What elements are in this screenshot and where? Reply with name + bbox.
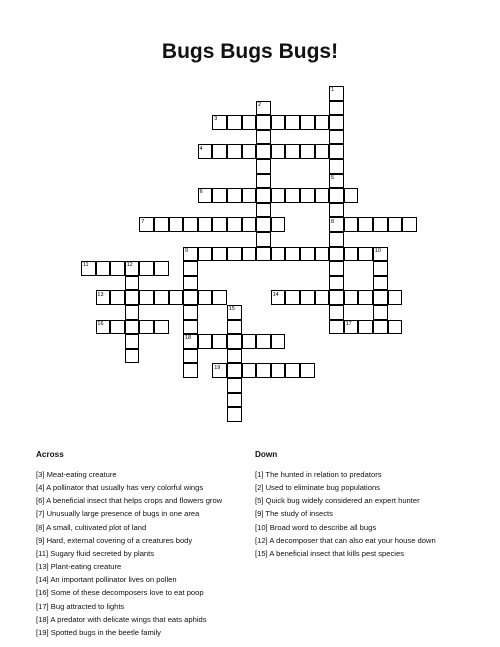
- grid-cell[interactable]: [139, 320, 154, 335]
- down-clue: [255, 494, 485, 507]
- grid-cell[interactable]: [154, 320, 169, 335]
- grid-cell[interactable]: [154, 217, 169, 232]
- down-clue: [255, 547, 485, 560]
- clue-number-label: [1]: [255, 470, 264, 479]
- across-clues: [36, 450, 266, 639]
- clue-text: Plant-eating creature: [48, 562, 122, 572]
- grid-cell[interactable]: [169, 217, 184, 232]
- clue-number-label: [15]: [255, 548, 268, 558]
- grid-cell[interactable]: [183, 276, 198, 291]
- clue-number-17: 17: [345, 320, 352, 327]
- down-clue: [255, 481, 485, 494]
- grid-cell[interactable]: [198, 290, 213, 305]
- across-clue: [36, 547, 266, 560]
- across-clue: [36, 573, 266, 586]
- across-heading: Across: [36, 450, 64, 459]
- clue-number-label: [12]: [255, 535, 268, 545]
- grid-cell[interactable]: [271, 334, 286, 349]
- grid-cell[interactable]: [329, 130, 344, 145]
- grid-cell[interactable]: [271, 115, 286, 130]
- grid-cell[interactable]: [300, 144, 315, 159]
- clue-text: Unusually large presence of bugs in one area: [44, 509, 200, 519]
- clue-text: A beneficial insect that helps crops and flowers grow: [44, 496, 223, 506]
- grid-cell[interactable]: [300, 115, 315, 130]
- grid-cell[interactable]: [271, 144, 286, 159]
- grid-cell[interactable]: [285, 115, 300, 130]
- clue-text: A small, cultivated plot of land: [44, 522, 147, 532]
- clue-number-18: 18: [185, 335, 192, 342]
- grid-cell[interactable]: [242, 247, 257, 262]
- grid-cell[interactable]: [256, 130, 271, 145]
- clue-number-19: 19: [214, 364, 221, 371]
- grid-cell[interactable]: [285, 144, 300, 159]
- grid-cell[interactable]: [402, 217, 417, 232]
- grid-cell[interactable]: [373, 217, 388, 232]
- grid-cell[interactable]: [329, 247, 344, 262]
- grid-cell[interactable]: [242, 144, 257, 159]
- grid-cell[interactable]: [329, 144, 344, 159]
- clue-number-3: 3: [214, 116, 218, 123]
- grid-cell[interactable]: [271, 188, 286, 203]
- clue-text: Bug attracted to lights: [48, 601, 125, 611]
- clue-number-8: 8: [331, 218, 335, 225]
- grid-cell[interactable]: [358, 217, 373, 232]
- grid-cell[interactable]: [256, 247, 271, 262]
- grid-cell[interactable]: [285, 247, 300, 262]
- grid-cell[interactable]: [139, 290, 154, 305]
- grid-cell[interactable]: [329, 232, 344, 247]
- clue-text: Hard, external covering of a creatures body: [44, 535, 193, 545]
- down-heading: Down: [255, 450, 278, 459]
- grid-cell[interactable]: [212, 217, 227, 232]
- grid-cell[interactable]: [315, 290, 330, 305]
- grid-cell[interactable]: [329, 261, 344, 276]
- grid-cell[interactable]: [256, 159, 271, 174]
- clue-number-2: 2: [258, 101, 262, 108]
- grid-cell[interactable]: [242, 363, 257, 378]
- grid-cell[interactable]: [227, 115, 242, 130]
- clue-number-4: 4: [199, 145, 203, 152]
- grid-cell[interactable]: [373, 305, 388, 320]
- clue-number-label: [11]: [36, 548, 49, 558]
- grid-cell[interactable]: [212, 188, 227, 203]
- grid-cell[interactable]: [358, 320, 373, 335]
- clue-number-5: 5: [331, 174, 335, 181]
- grid-cell[interactable]: [125, 334, 140, 349]
- puzzle-title: Bugs Bugs Bugs!: [161, 40, 339, 63]
- grid-cell[interactable]: [388, 217, 403, 232]
- across-clue: [36, 600, 266, 613]
- grid-cell[interactable]: [212, 144, 227, 159]
- down-clue: [255, 468, 485, 481]
- grid-cell[interactable]: [344, 290, 359, 305]
- clue-text: Broad word to describe all bugs: [267, 522, 377, 532]
- grid-cell[interactable]: [139, 261, 154, 276]
- across-clue: [36, 507, 266, 520]
- clue-number-label: [17]: [36, 601, 49, 611]
- grid-cell[interactable]: [242, 115, 257, 130]
- grid-cell[interactable]: [242, 217, 257, 232]
- clue-number-label: [14]: [36, 575, 49, 585]
- grid-cell[interactable]: [183, 217, 198, 232]
- clue-number-label: [18]: [36, 614, 49, 624]
- grid-cell[interactable]: [183, 290, 198, 305]
- clue-number-label: [3]: [36, 470, 45, 479]
- clue-number-15: 15: [228, 306, 235, 313]
- grid-cell[interactable]: [315, 115, 330, 130]
- grid-cell[interactable]: [154, 290, 169, 305]
- clue-number-label: [9]: [36, 535, 45, 545]
- grid-cell[interactable]: [329, 203, 344, 218]
- grid-cell[interactable]: [227, 378, 242, 393]
- across-clue: [36, 494, 266, 507]
- grid-cell[interactable]: [285, 363, 300, 378]
- across-clue: [36, 613, 266, 626]
- grid-cell[interactable]: [256, 115, 271, 130]
- clue-number-12: 12: [126, 262, 133, 269]
- clue-number-16: 16: [97, 320, 104, 327]
- grid-cell[interactable]: [344, 188, 359, 203]
- clue-number-6: 6: [199, 189, 203, 196]
- across-clue: [36, 560, 266, 573]
- grid-cell[interactable]: [227, 247, 242, 262]
- grid-cell[interactable]: [300, 290, 315, 305]
- across-clue: [36, 534, 266, 547]
- grid-cell[interactable]: [358, 247, 373, 262]
- grid-cell[interactable]: [227, 393, 242, 408]
- grid-cell[interactable]: [373, 276, 388, 291]
- grid-cell[interactable]: [183, 320, 198, 335]
- clue-text: Used to eliminate bug populations: [263, 483, 380, 493]
- clue-text: Some of these decomposers love to eat poop: [48, 588, 204, 598]
- across-clue: [36, 481, 266, 494]
- grid-cell[interactable]: [256, 334, 271, 349]
- clue-text: A pollinator that usually has very colorful wings: [44, 483, 204, 493]
- grid-cell[interactable]: [300, 188, 315, 203]
- clue-number-label: [2]: [255, 483, 264, 493]
- clue-text: Sugary fluid secreted by plants: [48, 548, 155, 558]
- across-clue: [36, 626, 266, 639]
- grid-cell[interactable]: [183, 363, 198, 378]
- grid-cell[interactable]: [125, 276, 140, 291]
- grid-cell[interactable]: [242, 334, 257, 349]
- grid-cell[interactable]: [271, 247, 286, 262]
- clue-number-label: [13]: [36, 562, 49, 572]
- clue-text: An important pollinator lives on pollen: [48, 575, 177, 585]
- grid-cell[interactable]: [227, 320, 242, 335]
- clue-number-9: 9: [185, 247, 189, 254]
- grid-cell[interactable]: [227, 217, 242, 232]
- grid-cell[interactable]: [329, 305, 344, 320]
- clue-number-label: [9]: [255, 509, 264, 519]
- grid-cell[interactable]: [198, 217, 213, 232]
- grid-cell[interactable]: [227, 363, 242, 378]
- grid-cell[interactable]: [183, 349, 198, 364]
- grid-cell[interactable]: [315, 144, 330, 159]
- grid-cell[interactable]: [212, 247, 227, 262]
- grid-cell[interactable]: [198, 247, 213, 262]
- clue-text: Spotted bugs in the beetle family: [48, 627, 161, 637]
- clue-text: A predator with delicate wings that eats aphids: [48, 614, 207, 624]
- grid-cell[interactable]: [373, 320, 388, 335]
- grid-cell[interactable]: [329, 320, 344, 335]
- across-clue: [36, 521, 266, 534]
- clue-number-label: [4]: [36, 483, 45, 493]
- grid-cell[interactable]: [110, 320, 125, 335]
- grid-cell[interactable]: [271, 217, 286, 232]
- grid-cell[interactable]: [256, 363, 271, 378]
- grid-cell[interactable]: [96, 261, 111, 276]
- grid-cell[interactable]: [227, 188, 242, 203]
- down-clues: [255, 450, 485, 560]
- grid-cell[interactable]: [329, 290, 344, 305]
- grid-cell[interactable]: [154, 261, 169, 276]
- clue-text: A beneficial insect that kills pest species: [267, 548, 405, 558]
- clue-number-11: 11: [82, 262, 89, 269]
- clue-number-label: [10]: [255, 522, 268, 532]
- clue-number-label: [8]: [36, 522, 45, 532]
- grid-cell[interactable]: [329, 188, 344, 203]
- grid-cell[interactable]: [110, 261, 125, 276]
- grid-cell[interactable]: [227, 349, 242, 364]
- clue-number-13: 13: [97, 291, 104, 298]
- grid-cell[interactable]: [125, 320, 140, 335]
- grid-cell[interactable]: [271, 363, 286, 378]
- grid-cell[interactable]: [285, 188, 300, 203]
- grid-cell[interactable]: [285, 290, 300, 305]
- across-clue: [36, 468, 266, 481]
- grid-cell[interactable]: [227, 334, 242, 349]
- clue-number-14: 14: [272, 291, 279, 298]
- down-clue: [255, 507, 485, 520]
- grid-cell[interactable]: [358, 290, 373, 305]
- clue-number-10: 10: [374, 247, 381, 254]
- grid-cell[interactable]: [212, 290, 227, 305]
- grid-cell[interactable]: [125, 290, 140, 305]
- grid-cell[interactable]: [256, 217, 271, 232]
- grid-cell[interactable]: [256, 188, 271, 203]
- grid-cell[interactable]: [344, 247, 359, 262]
- grid-cell[interactable]: [256, 232, 271, 247]
- grid-cell[interactable]: [227, 407, 242, 422]
- grid-cell[interactable]: [256, 144, 271, 159]
- grid-cell[interactable]: [315, 247, 330, 262]
- grid-cell[interactable]: [388, 290, 403, 305]
- down-clue: [255, 521, 485, 534]
- grid-cell[interactable]: [373, 261, 388, 276]
- clue-text: The study of insects: [263, 509, 333, 519]
- grid-cell[interactable]: [373, 290, 388, 305]
- grid-cell[interactable]: [169, 290, 184, 305]
- grid-cell[interactable]: [198, 334, 213, 349]
- down-clue: [255, 534, 485, 547]
- grid-cell[interactable]: [300, 247, 315, 262]
- grid-cell[interactable]: [329, 101, 344, 116]
- grid-cell[interactable]: [125, 349, 140, 364]
- grid-cell[interactable]: [388, 320, 403, 335]
- clue-text: Meat-eating creature: [44, 470, 117, 479]
- grid-cell[interactable]: [329, 115, 344, 130]
- grid-cell[interactable]: [110, 290, 125, 305]
- clue-text: A decomposer that can also eat your house down: [267, 535, 436, 545]
- grid-cell[interactable]: [329, 276, 344, 291]
- grid-cell[interactable]: [329, 159, 344, 174]
- grid-cell[interactable]: [315, 188, 330, 203]
- clue-text: Quick bug widely considered an expert hunter: [263, 496, 420, 506]
- clue-number-1: 1: [331, 87, 335, 94]
- clue-number-7: 7: [141, 218, 145, 225]
- clue-number-label: [16]: [36, 588, 49, 598]
- grid-cell[interactable]: [300, 363, 315, 378]
- grid-cell[interactable]: [183, 261, 198, 276]
- clue-text: The hunted in relation to predators: [263, 470, 382, 479]
- grid-cell[interactable]: [242, 188, 257, 203]
- grid-cell[interactable]: [227, 144, 242, 159]
- grid-cell[interactable]: [344, 217, 359, 232]
- clue-number-label: [7]: [36, 509, 45, 519]
- clue-number-label: [19]: [36, 627, 49, 637]
- grid-cell[interactable]: [256, 203, 271, 218]
- grid-cell[interactable]: [125, 305, 140, 320]
- clue-number-label: [6]: [36, 496, 45, 506]
- grid-cell[interactable]: [212, 334, 227, 349]
- clue-number-label: [5]: [255, 496, 264, 506]
- grid-cell[interactable]: [256, 174, 271, 189]
- grid-cell[interactable]: [183, 305, 198, 320]
- across-clue: [36, 586, 266, 599]
